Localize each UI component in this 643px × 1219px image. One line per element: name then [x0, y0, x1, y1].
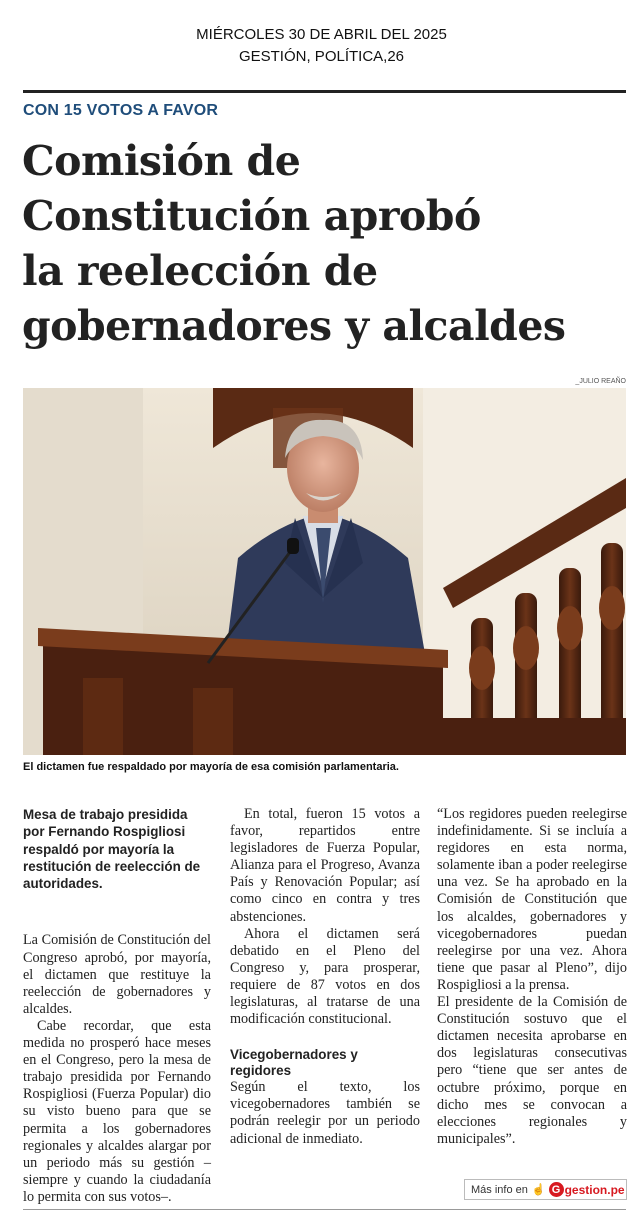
- gestion-logo-icon: G: [549, 1182, 564, 1197]
- column-3: [437, 806, 627, 1148]
- column-2: [230, 806, 420, 1148]
- body-paragraph: Ahora el dictamen será debatido en el Pleno del Congreso y, para prosperar, requiere de 87 votos en dos legislaturas, al tratarse de una modificación constitucional.: [230, 925, 420, 1028]
- edition-date: MIÉRCOLES 30 DE ABRIL DEL 2025: [196, 26, 447, 43]
- lead-text: Mesa de trabajo presidida por Fernando Rospigliosi respaldó por mayoría la restitución de reelección de autoridades.: [23, 807, 201, 892]
- more-info-label: Más info en: [471, 1183, 528, 1196]
- body-paragraph: Según el texto, los vicegobernadores también se podrán reelegir por un periodo adicional de inmediato.: [230, 1079, 420, 1147]
- more-info-box[interactable]: [464, 1179, 627, 1200]
- photo-credit: _JULIO REAÑO: [575, 378, 626, 385]
- edition-info: [0, 24, 643, 68]
- subheading: Vicegobernadores y regidores: [230, 1047, 358, 1079]
- top-rule: [23, 90, 626, 93]
- headline: [22, 134, 632, 354]
- gestion-logo[interactable]: [549, 1182, 625, 1197]
- hand-pointer-icon: ☝: [531, 1184, 546, 1196]
- edition-section: GESTIÓN, POLÍTICA,26: [238, 48, 405, 65]
- body-paragraph: “Los regidores pueden reelegirse indefinidamente. Si se incluía a regidores en esta norma, solamente iban a poder reelegirse una vez. Se ha aprobado en la Comisión de Constitución que los alcaldes, gobernadores y vicegobernadores puedan reelegirse por una vez. Ahora tiene que pasar al Pleno”, dijo Rospigliosi a la prensa.: [437, 806, 627, 993]
- photo-caption: El dictamen fue respaldado por mayoría de esa comisión parlamentaria.: [23, 761, 399, 773]
- body-paragraph: En total, fueron 15 votos a favor, repartidos entre legisladores de Fuerza Popular, Alianza para el Progreso, Avanza País y Renovación Popular; así como cinco en contra y tres abstenciones.: [230, 806, 420, 925]
- body-paragraph: El presidente de la Comisión de Constitución sostuvo que el dictamen necesita aprobarse en dos legislaturas consecutivas pero “tiene que ser antes de octubre próximo, porque en dicho mes se convocan a elecciones regionales y municipales”.: [437, 994, 627, 1147]
- headline-line: gobernadores y alcaldes: [22, 302, 566, 350]
- body-paragraph: La Comisión de Constitución del Congreso aprobó, por mayoría, el dictamen que restituye la reelección de gobernadores y alcaldes.: [23, 932, 211, 1017]
- article-photo: [23, 388, 626, 755]
- kicker: CON 15 VOTOS A FAVOR: [23, 102, 219, 119]
- column-1: [23, 806, 211, 1206]
- headline-line: la reelección de: [22, 247, 378, 295]
- headline-line: Constitución aprobó: [22, 192, 481, 240]
- headline-line: Comisión de: [22, 137, 301, 185]
- body-paragraph: Cabe recordar, que esta medida no prosperó hace meses en el Congreso, pero la mesa de trabajo presidida por Fernando Rospigliosi (Fuerza Popular) dio su visto bueno para que se permita a los gobernadores regionales y alcaldes alargar por un periodo más su gestión –siempre y cuando la ciudadanía lo permita con sus votos–.: [23, 1017, 211, 1205]
- gestion-logo-text: gestion.pe: [564, 1182, 625, 1197]
- bottom-rule: [23, 1209, 626, 1210]
